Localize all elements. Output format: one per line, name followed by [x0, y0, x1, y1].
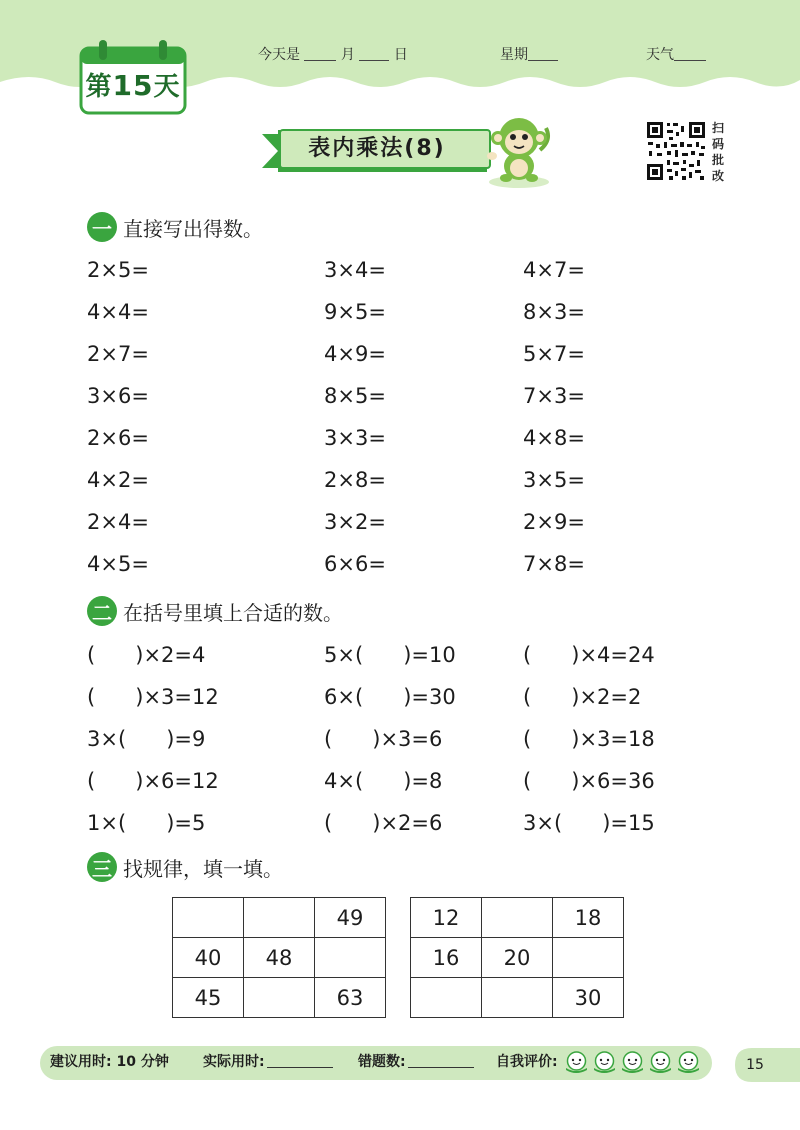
fill-blank-problem[interactable]: ( )×6=36: [523, 769, 655, 793]
problem[interactable]: 2×4=: [87, 510, 149, 534]
grid-cell[interactable]: 30: [553, 978, 624, 1018]
rating-face-icon[interactable]: [676, 1050, 701, 1074]
rating-face-icon[interactable]: [620, 1050, 645, 1074]
fill-blank-problem[interactable]: 4×( )=8: [324, 769, 443, 793]
section-3-title: 找规律，填一填。: [123, 856, 283, 881]
weekday-blank[interactable]: [528, 47, 558, 61]
grid-cell[interactable]: [315, 938, 386, 978]
problem[interactable]: 4×8=: [523, 426, 585, 450]
monkey-mascot-icon: [484, 110, 554, 190]
rating-face-icon[interactable]: [592, 1050, 617, 1074]
suggested-time: 建议用时: 10 分钟: [50, 1054, 169, 1070]
grid-cell[interactable]: [173, 898, 244, 938]
section-1-header: [87, 212, 263, 242]
problem[interactable]: 3×2=: [324, 510, 386, 534]
problem[interactable]: 3×3=: [324, 426, 386, 450]
problem[interactable]: 3×4=: [324, 258, 386, 282]
problem[interactable]: 7×8=: [523, 552, 585, 576]
section-3-badge: 三: [87, 852, 117, 882]
grid-cell[interactable]: 63: [315, 978, 386, 1018]
fill-blank-problem[interactable]: ( )×2=4: [87, 643, 206, 667]
section-1-badge: 一: [87, 212, 117, 242]
fill-blank-problem[interactable]: 6×( )=30: [324, 685, 456, 709]
section-2-badge: 二: [87, 596, 117, 626]
problem[interactable]: 7×3=: [523, 384, 585, 408]
grid-cell[interactable]: [553, 938, 624, 978]
errors-field: 错题数:: [358, 1052, 474, 1072]
grid-cell[interactable]: 48: [244, 938, 315, 978]
day-number: 15: [112, 69, 154, 102]
problem[interactable]: 3×5=: [523, 468, 585, 492]
section-3-header: [87, 852, 283, 882]
rating-face-icon[interactable]: [648, 1050, 673, 1074]
day-prefix: 第: [85, 72, 113, 102]
section-1-title: 直接写出得数。: [123, 216, 263, 241]
problem[interactable]: 2×6=: [87, 426, 149, 450]
fill-blank-problem[interactable]: ( )×6=12: [87, 769, 219, 793]
fill-blank-problem[interactable]: 5×( )=10: [324, 643, 456, 667]
day-suffix: 天: [153, 72, 181, 102]
fill-blank-problem[interactable]: ( )×2=6: [324, 811, 443, 835]
grid-cell[interactable]: [244, 898, 315, 938]
rating-face-icon[interactable]: [564, 1050, 589, 1074]
fill-blank-problem[interactable]: ( )×3=6: [324, 727, 443, 751]
qr-caption: 扫 码 批 改: [711, 121, 724, 183]
day-blank[interactable]: [359, 47, 389, 61]
problem[interactable]: 4×5=: [87, 552, 149, 576]
problem[interactable]: 2×5=: [87, 258, 149, 282]
problem[interactable]: 8×5=: [324, 384, 386, 408]
actual-time-field: 实际用时:: [203, 1052, 333, 1072]
problem[interactable]: 4×9=: [324, 342, 386, 366]
grid-cell[interactable]: [411, 978, 482, 1018]
section-2-header: [87, 596, 343, 626]
problem[interactable]: 8×3=: [523, 300, 585, 324]
problem[interactable]: 6×6=: [324, 552, 386, 576]
page-title: 表内乘法(8): [308, 136, 446, 161]
month-blank[interactable]: [304, 47, 336, 61]
date-field: 今天是 月 日: [258, 47, 408, 63]
pattern-grid-2: [410, 897, 624, 1018]
fill-blank-problem[interactable]: ( )×3=12: [87, 685, 219, 709]
problem[interactable]: 2×9=: [523, 510, 585, 534]
fill-blank-problem[interactable]: ( )×2=2: [523, 685, 642, 709]
day-label: [79, 64, 187, 108]
grid-cell[interactable]: [244, 978, 315, 1018]
weekday-field: 星期: [500, 44, 558, 64]
grid-cell[interactable]: 16: [411, 938, 482, 978]
grid-cell[interactable]: [482, 898, 553, 938]
fill-blank-problem[interactable]: ( )×4=24: [523, 643, 655, 667]
problem[interactable]: 3×6=: [87, 384, 149, 408]
actual-time-blank[interactable]: [267, 1054, 333, 1068]
grid-cell[interactable]: 20: [482, 938, 553, 978]
pattern-grid-1: [172, 897, 386, 1018]
fill-blank-problem[interactable]: 3×( )=9: [87, 727, 206, 751]
problem[interactable]: 2×7=: [87, 342, 149, 366]
grid-cell[interactable]: [482, 978, 553, 1018]
grid-cell[interactable]: 49: [315, 898, 386, 938]
self-eval-label: 自我评价:: [496, 1054, 558, 1070]
page-number: 15: [746, 1057, 764, 1073]
qr-code-icon[interactable]: [645, 120, 707, 182]
problem[interactable]: 5×7=: [523, 342, 585, 366]
problem[interactable]: 2×8=: [324, 468, 386, 492]
fill-blank-problem[interactable]: 3×( )=15: [523, 811, 655, 835]
weather-blank[interactable]: [674, 47, 706, 61]
grid-cell[interactable]: 40: [173, 938, 244, 978]
problem[interactable]: 9×5=: [324, 300, 386, 324]
grid-cell[interactable]: 18: [553, 898, 624, 938]
fill-blank-problem[interactable]: ( )×3=18: [523, 727, 655, 751]
errors-blank[interactable]: [408, 1054, 474, 1068]
weather-field: 天气: [646, 44, 706, 64]
fill-blank-problem[interactable]: 1×( )=5: [87, 811, 206, 835]
problem[interactable]: 4×7=: [523, 258, 585, 282]
problem[interactable]: 4×4=: [87, 300, 149, 324]
section-2-title: 在括号里填上合适的数。: [123, 600, 343, 625]
problem[interactable]: 4×2=: [87, 468, 149, 492]
grid-cell[interactable]: 12: [411, 898, 482, 938]
grid-cell[interactable]: 45: [173, 978, 244, 1018]
